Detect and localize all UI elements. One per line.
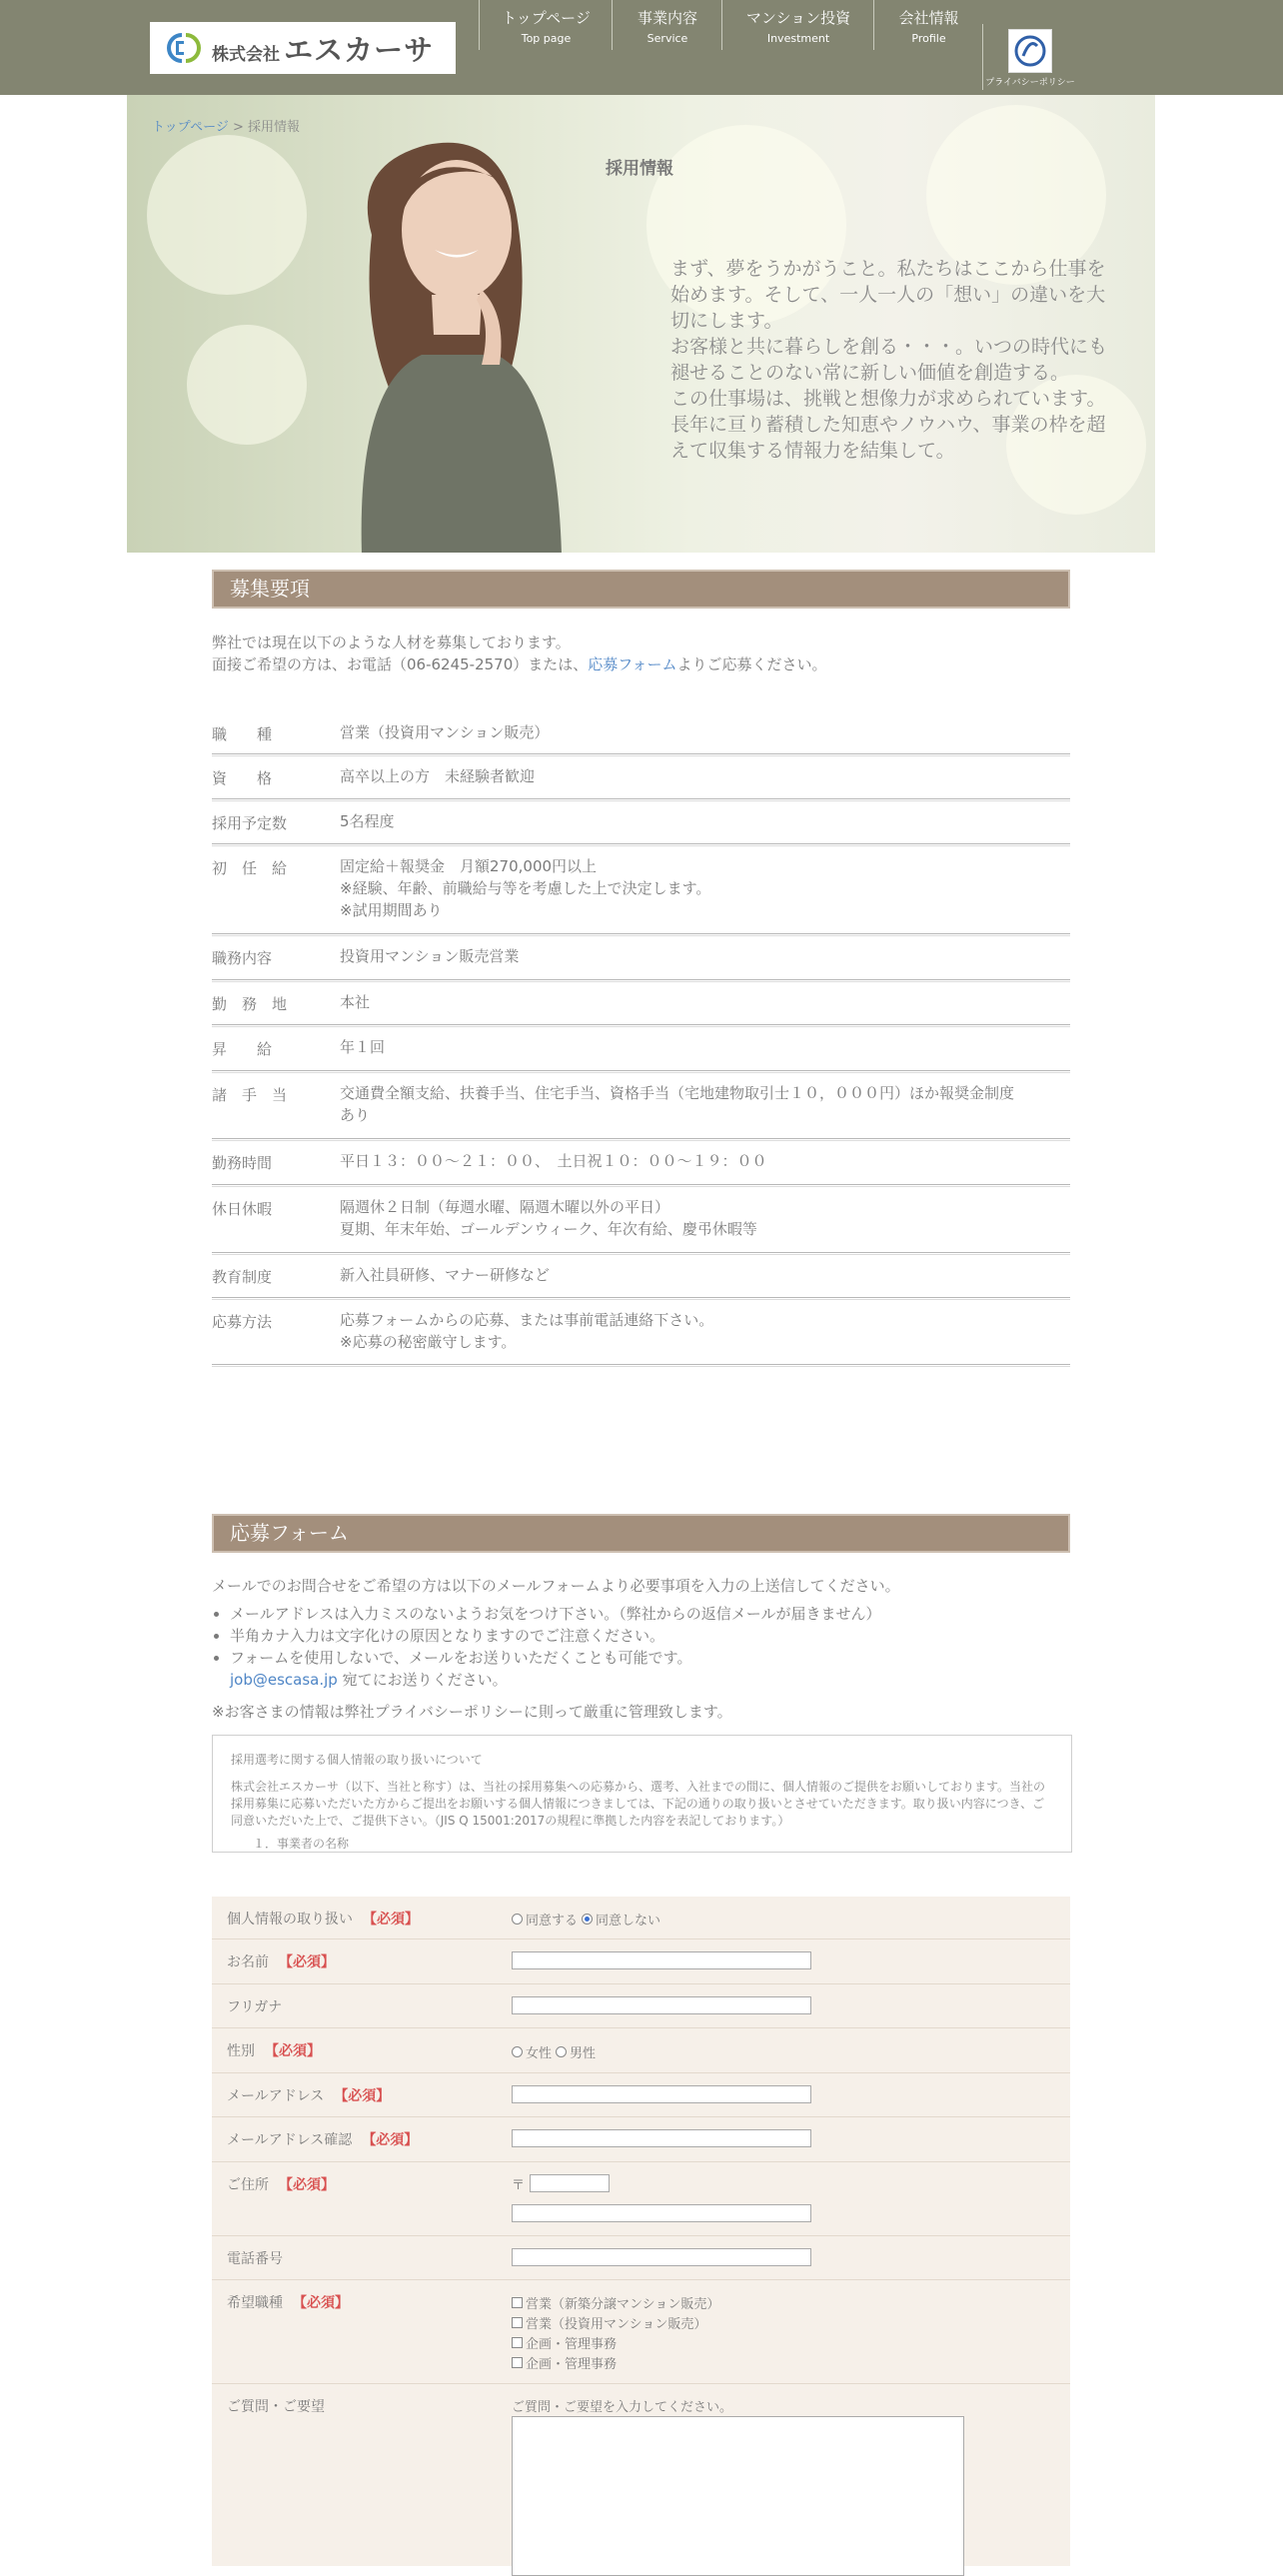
policy-title: 採用選考に関する個人情報の取り扱いについて bbox=[231, 1753, 483, 1767]
row-line: 平日１３：００～２１：００、 土日祝１０：００～１９：００ bbox=[340, 1152, 767, 1170]
address-input[interactable] bbox=[512, 2204, 811, 2222]
list-item: • メールアドレスは入力ミスのないようお気をつけ下さい。（弊社からの返信メールが届きません） bbox=[230, 1603, 880, 1625]
required-badge: 【必須】 bbox=[293, 2295, 349, 2311]
row-label: 昇 給 bbox=[212, 1040, 273, 1058]
kana-input[interactable] bbox=[512, 1996, 811, 2014]
job-label-text: 希望職種 bbox=[227, 2295, 283, 2311]
row-value bbox=[340, 765, 1069, 787]
name-label bbox=[227, 1951, 335, 1971]
form-row-phone bbox=[212, 2236, 1070, 2280]
row-value bbox=[340, 1036, 1069, 1058]
apply-notes bbox=[212, 1603, 880, 1691]
required-badge: 【必須】 bbox=[279, 2177, 335, 2193]
site-header bbox=[0, 0, 1283, 95]
apply-heading: 応募フォーム bbox=[212, 1514, 1070, 1553]
zip-mark: 〒 bbox=[512, 2178, 526, 2193]
row-value bbox=[340, 1082, 1069, 1126]
row-line: 夏期、年末年始、ゴールデンウィーク、年次有給、慶弔休暇等 bbox=[340, 1220, 757, 1238]
privacy-policy-scrollbox[interactable] bbox=[212, 1735, 1072, 1853]
gender-options bbox=[512, 2042, 596, 2061]
list-item bbox=[230, 1647, 880, 1691]
table-row bbox=[212, 1186, 1070, 1253]
row-label: 勤務時間 bbox=[212, 1154, 273, 1172]
kana-label: フリガナ bbox=[227, 1999, 283, 2015]
job-option-label: 企画・管理事務 bbox=[526, 2337, 618, 2352]
email-confirm-label-text: メールアドレス確認 bbox=[227, 2132, 353, 2148]
form-row-job bbox=[212, 2280, 1070, 2384]
row-label: 教育制度 bbox=[212, 1268, 273, 1286]
female-radio[interactable] bbox=[512, 2046, 523, 2057]
nav-service[interactable] bbox=[612, 0, 722, 50]
logo-text bbox=[212, 28, 434, 69]
row-label: 諸 手 当 bbox=[212, 1086, 288, 1104]
form-row-gender bbox=[212, 2028, 1070, 2073]
company-logo[interactable] bbox=[150, 22, 456, 74]
hero-line: まず、夢をうかがうこと。私たちはここから仕事を bbox=[670, 258, 1106, 280]
name-input[interactable] bbox=[512, 1951, 811, 1969]
job-option-label: 企画・管理事務 bbox=[526, 2357, 618, 2372]
row-line: 営業（投資用マンション販売） bbox=[340, 723, 550, 741]
job-checkbox[interactable] bbox=[512, 2297, 523, 2308]
row-label: 応募方法 bbox=[212, 1313, 273, 1331]
application-form bbox=[212, 1897, 1070, 2566]
bokeh bbox=[147, 135, 307, 295]
recruit-heading: 募集要項 bbox=[212, 570, 1070, 609]
row-value bbox=[340, 991, 1069, 1013]
row-line: ※経験、年齢、前職給与等を考慮した上で決定します。 bbox=[340, 879, 711, 897]
zip-input[interactable] bbox=[530, 2174, 610, 2192]
required-badge: 【必須】 bbox=[334, 2088, 391, 2104]
consent-options bbox=[512, 1910, 660, 1929]
table-row bbox=[212, 1140, 1070, 1185]
breadcrumb-home-link[interactable]: トップページ bbox=[152, 120, 229, 135]
required-badge: 【必須】 bbox=[362, 2132, 419, 2148]
female-label: 女性 bbox=[526, 2046, 553, 2061]
nav-profile[interactable] bbox=[873, 0, 983, 50]
breadcrumb-current: 採用情報 bbox=[248, 120, 301, 135]
table-row bbox=[212, 755, 1070, 799]
address-label-text: ご住所 bbox=[227, 2177, 269, 2193]
phone-label: 電話番号 bbox=[227, 2251, 283, 2267]
row-line: 新入社員研修、マナー研修など bbox=[340, 1266, 551, 1284]
job-option bbox=[512, 2333, 617, 2352]
hero-line: お客様と共に暮らしを創る・・・。いつの時代にも bbox=[670, 336, 1108, 358]
policy-body: 株式会社エスカーサ（以下、当社と称す）は、当社の採用募集への応募から、選考、入社までの間に、個人情報のご提供をお願いしております。当社の採用募集に応募いただいた方からご提出をお願いする個人情報につきましては、下記の通りの取り扱いとさせていただきます。取り扱い内容につき、ご同意いただいた上で、ご提供下さい。（JIS Q 15001:2017の規程に準拠した内容を表記しております。） bbox=[231, 1780, 1046, 1828]
form-row-email bbox=[212, 2073, 1070, 2117]
row-line: 隔週休２日制（毎週水曜、隔週木曜以外の平日） bbox=[340, 1198, 670, 1216]
male-label: 男性 bbox=[570, 2046, 597, 2061]
breadcrumb-sep: > bbox=[228, 120, 249, 135]
row-line: ※応募の秘密厳守します。 bbox=[340, 1333, 517, 1351]
row-line: 5名程度 bbox=[340, 812, 395, 830]
table-row bbox=[212, 1299, 1070, 1365]
job-checkbox[interactable] bbox=[512, 2317, 523, 2328]
nav-top-sub: Top page bbox=[521, 32, 572, 45]
hero-line: この仕事場は、挑戦と想像力が求められています。 bbox=[670, 388, 1106, 410]
form-row-kana bbox=[212, 1984, 1070, 2028]
email-label bbox=[227, 2085, 390, 2105]
required-badge: 【必須】 bbox=[265, 2043, 321, 2059]
row-label: 職 種 bbox=[212, 725, 273, 743]
job-checkbox[interactable] bbox=[512, 2337, 523, 2348]
table-row bbox=[212, 981, 1070, 1025]
form-row-name bbox=[212, 1939, 1070, 1984]
row-label: 休日休暇 bbox=[212, 1200, 273, 1218]
recruit-intro-line1: 弊社では現在以下のような人材を募集しております。 bbox=[212, 634, 571, 651]
email-link[interactable]: job@escasa.jp bbox=[230, 1671, 338, 1689]
row-label: 採用予定数 bbox=[212, 814, 288, 832]
row-line: あり bbox=[340, 1106, 371, 1124]
question-hint: ご質問・ご要望を入力してください。 bbox=[512, 2400, 733, 2415]
nav-investment-label: マンション投資 bbox=[745, 9, 851, 27]
table-row bbox=[212, 1072, 1070, 1139]
privacy-mark-icon bbox=[1008, 29, 1052, 73]
row-line: 交通費全額支給、扶養手当、住宅手当、資格手当（宅地建物取引士１０，０００円）ほか報奨金制度 bbox=[340, 1084, 1015, 1102]
form-row-address bbox=[212, 2162, 1070, 2236]
nav-service-sub: Service bbox=[646, 32, 688, 45]
job-option bbox=[512, 2313, 706, 2332]
hero-line: 始めます。そして、一人一人の「想い」の違いを大 bbox=[670, 284, 1106, 306]
nav-profile-label: 会社情報 bbox=[898, 9, 959, 27]
hero-message bbox=[670, 256, 1115, 464]
row-value bbox=[340, 810, 1069, 832]
privacy-mark-link[interactable] bbox=[982, 24, 1077, 90]
consent-label-text: 個人情報の取り扱い bbox=[227, 1912, 353, 1928]
row-value bbox=[340, 945, 1069, 967]
table-row bbox=[212, 1254, 1070, 1298]
nav-top-label: トップページ bbox=[502, 9, 591, 27]
row-line: 年１回 bbox=[340, 1038, 386, 1056]
page-title: 採用情報 bbox=[606, 159, 673, 179]
row-line: 本社 bbox=[340, 993, 371, 1011]
recruit-intro-post: よりご応募ください。 bbox=[676, 655, 827, 673]
nav-investment[interactable] bbox=[721, 0, 874, 50]
job-option-label: 営業（投資用マンション販売） bbox=[526, 2317, 707, 2332]
consent-disagree-radio[interactable] bbox=[582, 1914, 593, 1925]
row-line: 応募フォームからの応募、または事前電話連絡下さい。 bbox=[340, 1311, 714, 1329]
address-label bbox=[227, 2174, 335, 2194]
privacy-label: プライバシーポリシー bbox=[985, 78, 1075, 88]
job-option bbox=[512, 2293, 719, 2312]
row-line: 高卒以上の方 未経験者歓迎 bbox=[340, 767, 536, 785]
hero-line: 長年に亘り蓄積した知恵やノウハウ、事業の枠を超 bbox=[670, 414, 1106, 436]
email-confirm-input[interactable] bbox=[512, 2129, 811, 2147]
row-label: 勤 務 地 bbox=[212, 995, 288, 1013]
phone-input[interactable] bbox=[512, 2248, 811, 2266]
apply-form-link[interactable]: 応募フォーム bbox=[588, 655, 677, 673]
required-badge: 【必須】 bbox=[279, 1954, 335, 1970]
consent-agree-label: 同意する bbox=[526, 1914, 579, 1929]
male-radio[interactable] bbox=[556, 2046, 567, 2057]
gender-label bbox=[227, 2040, 321, 2060]
table-row bbox=[212, 800, 1070, 844]
name-label-text: お名前 bbox=[227, 1954, 269, 1970]
row-label: 資 格 bbox=[212, 769, 273, 787]
row-value bbox=[340, 1309, 1069, 1353]
list-item: • 半角カナ入力は文字化けの原因となりますのでご注意ください。 bbox=[230, 1625, 880, 1647]
table-row bbox=[212, 935, 1070, 980]
row-label: 職務内容 bbox=[212, 949, 273, 967]
hero-line: 褪せることのない常に新しい価値を創造する。 bbox=[670, 362, 1070, 384]
job-option bbox=[512, 2353, 617, 2372]
policy-cut-line: １．事業者の名称 bbox=[253, 1837, 350, 1851]
table-row bbox=[212, 1026, 1070, 1071]
row-value bbox=[340, 721, 1069, 743]
breadcrumb bbox=[152, 116, 300, 135]
email-confirm-label bbox=[227, 2129, 418, 2149]
table-row bbox=[212, 845, 1070, 934]
row-value bbox=[340, 1264, 1069, 1286]
recruit-intro-pre: 面接ご希望の方は、お電話（06-6245-2570）または、 bbox=[212, 655, 589, 673]
nav-top[interactable] bbox=[479, 0, 613, 50]
consent-agree-radio[interactable] bbox=[512, 1914, 523, 1925]
row-line: ※試用期間あり bbox=[340, 901, 443, 919]
email-label-text: メールアドレス bbox=[227, 2088, 325, 2104]
bokeh bbox=[187, 325, 307, 445]
consent-disagree-label: 同意しない bbox=[596, 1914, 661, 1929]
gender-label-text: 性別 bbox=[227, 2043, 255, 2059]
privacy-note: ※お客さまの情報は弊社プライバシーポリシーに則って厳重に管理致します。 bbox=[212, 1703, 732, 1721]
job-option-label: 営業（新築分譲マンション販売） bbox=[526, 2297, 720, 2312]
row-value bbox=[340, 855, 1069, 921]
row-line: 投資用マンション販売営業 bbox=[340, 947, 520, 965]
row-value bbox=[340, 1196, 1069, 1240]
note-text: フォームを使用しないで、メールをお送りいただくことも可能です。 bbox=[230, 1649, 692, 1667]
email-post: 宛てにお送りください。 bbox=[337, 1671, 508, 1689]
hero-line: えて収集する情報力を結集して。 bbox=[670, 440, 955, 462]
hero-line: 切にします。 bbox=[670, 310, 783, 332]
row-line: 固定給＋報奨金 月額270,000円以上 bbox=[340, 857, 598, 875]
job-checkbox[interactable] bbox=[512, 2357, 523, 2368]
form-row-email-confirm bbox=[212, 2117, 1070, 2162]
nav-service-label: 事業内容 bbox=[637, 9, 697, 27]
job-label bbox=[227, 2292, 349, 2312]
logo-mark-icon bbox=[164, 31, 204, 65]
table-row bbox=[212, 711, 1070, 754]
question-textarea[interactable] bbox=[512, 2416, 964, 2576]
recruit-intro bbox=[212, 632, 827, 675]
nav-investment-sub: Investment bbox=[766, 32, 830, 45]
form-row-consent bbox=[212, 1897, 1070, 1939]
required-badge: 【必須】 bbox=[363, 1912, 419, 1928]
consent-label bbox=[227, 1909, 419, 1929]
hero-woman-photo bbox=[332, 125, 582, 553]
apply-intro: メールでのお問合せをご希望の方は以下のメールフォームより必要事項を入力の上送信してください。 bbox=[212, 1577, 900, 1595]
email-input[interactable] bbox=[512, 2085, 811, 2103]
row-label: 初 任 給 bbox=[212, 859, 288, 877]
row-value bbox=[340, 1150, 1069, 1172]
question-label: ご質問・ご要望 bbox=[227, 2399, 325, 2415]
recruit-intro-line2 bbox=[212, 653, 827, 675]
logo-big-text: エスカーサ bbox=[284, 34, 435, 67]
logo-small-text: 株式会社 bbox=[212, 44, 280, 64]
nav-profile-sub: Profile bbox=[911, 32, 946, 45]
